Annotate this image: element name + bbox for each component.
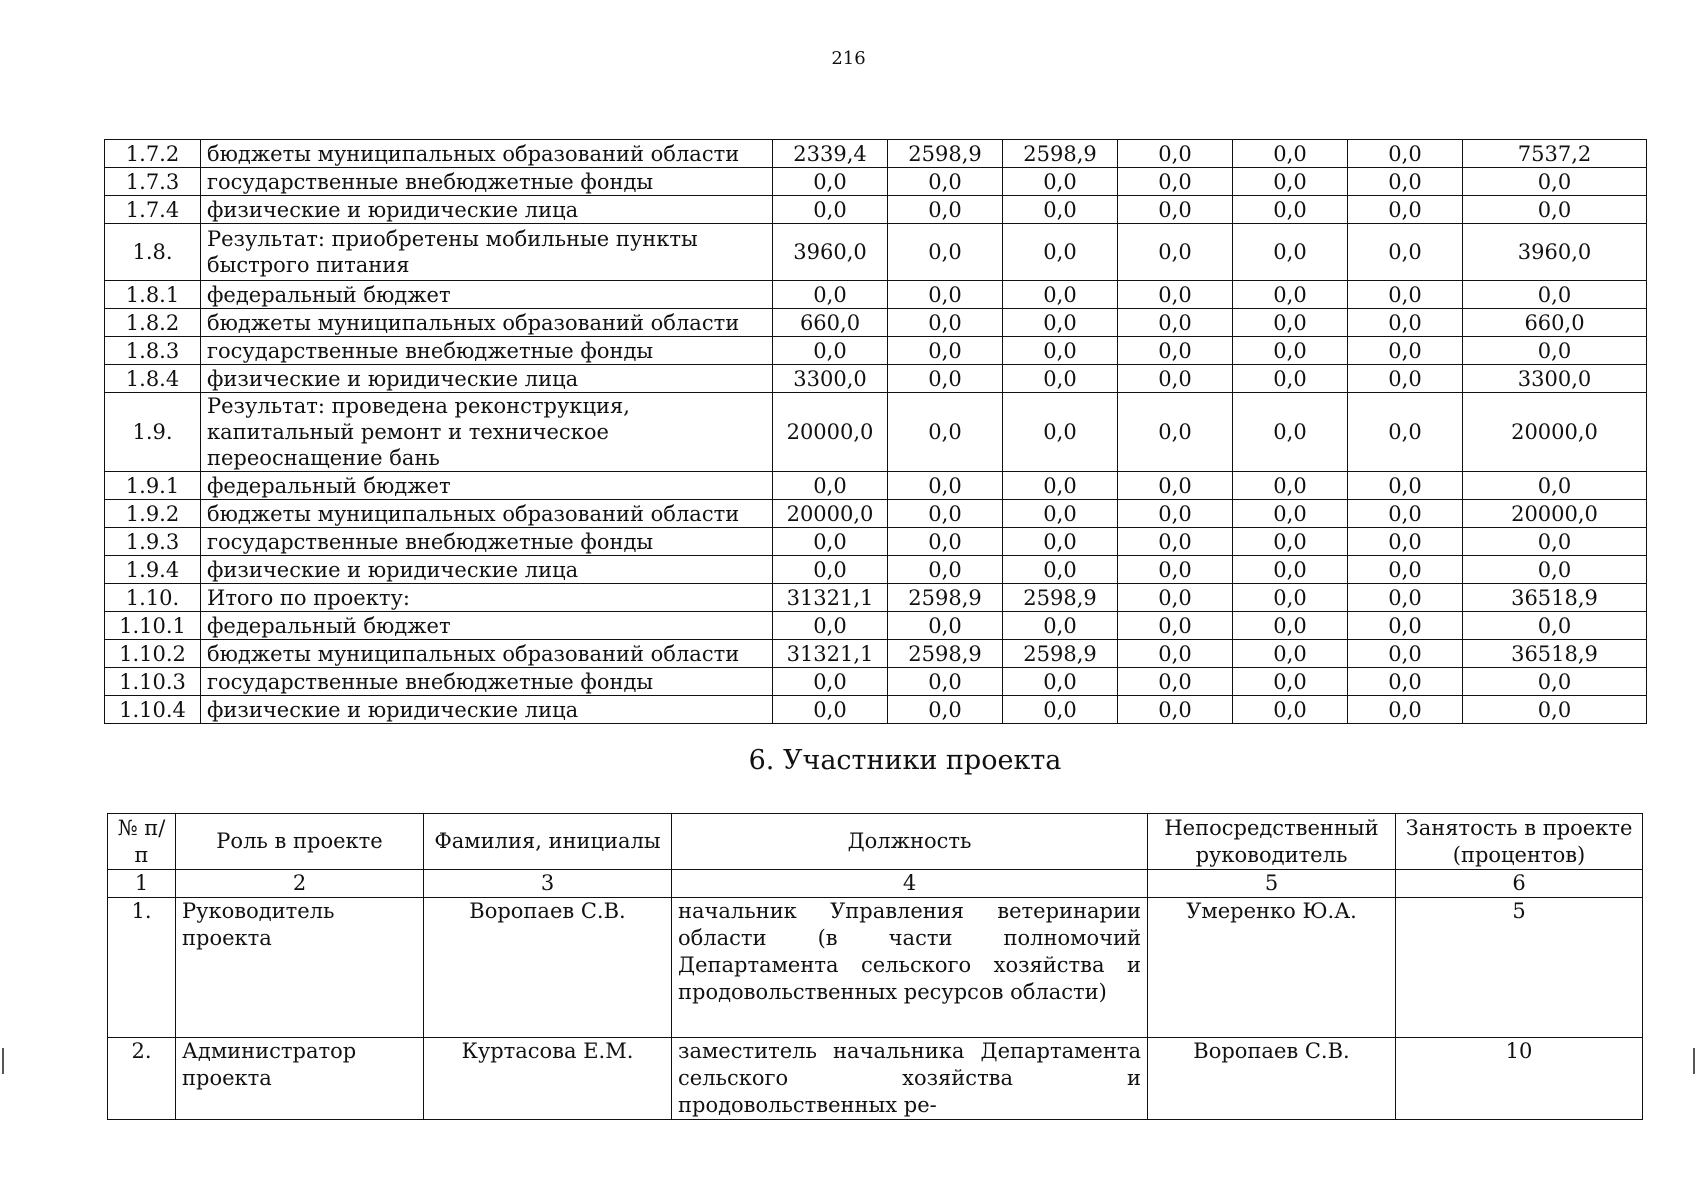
budget-row-total: 3960,0 bbox=[1463, 224, 1647, 281]
budget-row-value: 0,0 bbox=[1003, 612, 1118, 640]
budget-row-value: 0,0 bbox=[1118, 309, 1233, 337]
budget-row-value: 0,0 bbox=[888, 309, 1003, 337]
budget-row bbox=[105, 556, 1647, 584]
budget-row-value: 0,0 bbox=[1003, 309, 1118, 337]
participant-manager: Воропаев С.В. bbox=[1148, 1038, 1396, 1120]
budget-row-value: 0,0 bbox=[1118, 472, 1233, 500]
budget-row-code: 1.10.4 bbox=[105, 696, 201, 724]
budget-row-value: 0,0 bbox=[1233, 168, 1348, 196]
budget-row-value: 20000,0 bbox=[773, 500, 888, 528]
participants-table bbox=[107, 813, 1643, 1120]
budget-row-value: 0,0 bbox=[1348, 140, 1463, 168]
budget-table bbox=[104, 139, 1647, 724]
budget-row-value: 0,0 bbox=[1003, 281, 1118, 309]
budget-row-value: 0,0 bbox=[1118, 281, 1233, 309]
budget-row bbox=[105, 528, 1647, 556]
budget-row-code: 1.10.1 bbox=[105, 612, 201, 640]
budget-row-code: 1.7.2 bbox=[105, 140, 201, 168]
participant-role: Руководитель проекта bbox=[176, 898, 424, 1038]
budget-row-code: 1.8.3 bbox=[105, 337, 201, 365]
budget-row-name: бюджеты муниципальных образований области bbox=[201, 140, 773, 168]
budget-row-value: 0,0 bbox=[1233, 584, 1348, 612]
page-number: 216 bbox=[831, 48, 866, 69]
participant-name: Куртасова Е.М. bbox=[424, 1038, 672, 1120]
budget-row-code: 1.9.3 bbox=[105, 528, 201, 556]
budget-row-value: 0,0 bbox=[1348, 196, 1463, 224]
budget-row-code: 1.8. bbox=[105, 224, 201, 281]
budget-row-value: 0,0 bbox=[1233, 196, 1348, 224]
budget-row-total: 36518,9 bbox=[1463, 584, 1647, 612]
budget-row bbox=[105, 640, 1647, 668]
budget-row-value: 0,0 bbox=[773, 528, 888, 556]
participant-row bbox=[108, 1038, 1643, 1120]
budget-row-value: 0,0 bbox=[1233, 500, 1348, 528]
budget-row-name: государственные внебюджетные фонды bbox=[201, 528, 773, 556]
budget-row-total: 0,0 bbox=[1463, 528, 1647, 556]
budget-row-value: 0,0 bbox=[773, 196, 888, 224]
budget-row-name: физические и юридические лица bbox=[201, 365, 773, 393]
budget-row-value: 0,0 bbox=[888, 365, 1003, 393]
budget-row bbox=[105, 140, 1647, 168]
budget-row-total: 0,0 bbox=[1463, 196, 1647, 224]
budget-row-value: 0,0 bbox=[1348, 584, 1463, 612]
participant-num: 2. bbox=[108, 1038, 176, 1120]
participant-row bbox=[108, 898, 1643, 1038]
budget-row-total: 0,0 bbox=[1463, 556, 1647, 584]
budget-row-value: 0,0 bbox=[1118, 528, 1233, 556]
budget-row-value: 0,0 bbox=[1348, 281, 1463, 309]
participant-num: 1. bbox=[108, 898, 176, 1038]
budget-row-value: 0,0 bbox=[888, 224, 1003, 281]
budget-row-code: 1.9.4 bbox=[105, 556, 201, 584]
budget-row-name: Итого по проекту: bbox=[201, 584, 773, 612]
budget-row-value: 0,0 bbox=[1348, 365, 1463, 393]
budget-row-value: 0,0 bbox=[1348, 337, 1463, 365]
participant-name: Воропаев С.В. bbox=[424, 898, 672, 1038]
budget-row-name: Результат: приобретены мобильные пункты быстрого питания bbox=[201, 224, 773, 281]
budget-row-value: 0,0 bbox=[888, 196, 1003, 224]
scan-edge-mark-right bbox=[1693, 1048, 1695, 1074]
budget-table-body bbox=[105, 140, 1647, 724]
budget-row-value: 20000,0 bbox=[773, 393, 888, 472]
budget-row bbox=[105, 337, 1647, 365]
budget-row-value: 0,0 bbox=[773, 696, 888, 724]
budget-row-value: 0,0 bbox=[1003, 337, 1118, 365]
participant-employment: 5 bbox=[1396, 898, 1643, 1038]
column-number: 2 bbox=[176, 870, 424, 898]
budget-row-value: 0,0 bbox=[1118, 640, 1233, 668]
budget-row-code: 1.8.1 bbox=[105, 281, 201, 309]
budget-row-value: 0,0 bbox=[1118, 696, 1233, 724]
budget-row-value: 0,0 bbox=[1348, 612, 1463, 640]
column-number: 6 bbox=[1396, 870, 1643, 898]
budget-row-value: 0,0 bbox=[888, 612, 1003, 640]
budget-row-value: 31321,1 bbox=[773, 640, 888, 668]
budget-row-total: 0,0 bbox=[1463, 696, 1647, 724]
budget-row-value: 0,0 bbox=[1348, 696, 1463, 724]
participant-manager: Умеренко Ю.А. bbox=[1148, 898, 1396, 1038]
budget-row bbox=[105, 168, 1647, 196]
budget-row-value: 0,0 bbox=[1348, 528, 1463, 556]
budget-row-value: 0,0 bbox=[1003, 168, 1118, 196]
budget-row-value: 0,0 bbox=[888, 337, 1003, 365]
budget-row-value: 0,0 bbox=[1003, 393, 1118, 472]
budget-row-total: 0,0 bbox=[1463, 612, 1647, 640]
budget-row-value: 0,0 bbox=[1118, 500, 1233, 528]
budget-row-value: 0,0 bbox=[1118, 393, 1233, 472]
budget-row-value: 0,0 bbox=[1118, 168, 1233, 196]
budget-row-value: 0,0 bbox=[1348, 224, 1463, 281]
header-role: Роль в проекте bbox=[176, 814, 424, 870]
budget-row bbox=[105, 309, 1647, 337]
budget-row bbox=[105, 196, 1647, 224]
budget-row-name: физические и юридические лица bbox=[201, 196, 773, 224]
budget-row-value: 0,0 bbox=[1233, 696, 1348, 724]
budget-row-code: 1.9.2 bbox=[105, 500, 201, 528]
budget-row-value: 0,0 bbox=[773, 168, 888, 196]
participants-header-row bbox=[108, 814, 1643, 870]
budget-row-name: физические и юридические лица bbox=[201, 696, 773, 724]
budget-row-value: 0,0 bbox=[1233, 640, 1348, 668]
budget-row-value: 0,0 bbox=[1118, 196, 1233, 224]
budget-row-value: 2598,9 bbox=[888, 140, 1003, 168]
budget-row-value: 0,0 bbox=[1348, 668, 1463, 696]
budget-row-code: 1.7.4 bbox=[105, 196, 201, 224]
budget-row-value: 0,0 bbox=[1118, 337, 1233, 365]
budget-row-total: 3300,0 bbox=[1463, 365, 1647, 393]
budget-row-value: 0,0 bbox=[1233, 309, 1348, 337]
budget-row bbox=[105, 393, 1647, 472]
budget-row-name: государственные внебюджетные фонды bbox=[201, 668, 773, 696]
budget-row-value: 31321,1 bbox=[773, 584, 888, 612]
budget-row-code: 1.8.2 bbox=[105, 309, 201, 337]
budget-row-value: 0,0 bbox=[1003, 365, 1118, 393]
header-employment: Занятость в проекте (процентов) bbox=[1396, 814, 1643, 870]
budget-row-value: 0,0 bbox=[1233, 556, 1348, 584]
budget-row-value: 0,0 bbox=[1118, 224, 1233, 281]
budget-row-value: 0,0 bbox=[1233, 281, 1348, 309]
budget-row-name: федеральный бюджет bbox=[201, 472, 773, 500]
budget-row-value: 0,0 bbox=[1003, 224, 1118, 281]
budget-row-value: 2598,9 bbox=[1003, 584, 1118, 612]
budget-row-value: 0,0 bbox=[1003, 500, 1118, 528]
budget-row-value: 0,0 bbox=[1348, 309, 1463, 337]
budget-row-total: 20000,0 bbox=[1463, 393, 1647, 472]
budget-row-total: 0,0 bbox=[1463, 337, 1647, 365]
budget-row-value: 0,0 bbox=[1233, 365, 1348, 393]
budget-row-name: федеральный бюджет bbox=[201, 612, 773, 640]
budget-row-value: 0,0 bbox=[1348, 393, 1463, 472]
budget-row-value: 0,0 bbox=[888, 500, 1003, 528]
budget-row-code: 1.8.4 bbox=[105, 365, 201, 393]
budget-row-value: 0,0 bbox=[1003, 556, 1118, 584]
budget-row-value: 0,0 bbox=[1118, 584, 1233, 612]
budget-row-value: 2339,4 bbox=[773, 140, 888, 168]
budget-row-value: 0,0 bbox=[888, 668, 1003, 696]
header-manager: Непосредственный руководитель bbox=[1148, 814, 1396, 870]
header-name: Фамилия, инициалы bbox=[424, 814, 672, 870]
budget-row-value: 2598,9 bbox=[1003, 140, 1118, 168]
budget-row-name: государственные внебюджетные фонды bbox=[201, 168, 773, 196]
budget-row bbox=[105, 365, 1647, 393]
budget-row-value: 0,0 bbox=[1233, 528, 1348, 556]
budget-row-value: 0,0 bbox=[773, 612, 888, 640]
column-number: 3 bbox=[424, 870, 672, 898]
budget-row-value: 0,0 bbox=[1233, 224, 1348, 281]
participant-employment: 10 bbox=[1396, 1038, 1643, 1120]
budget-row-value: 0,0 bbox=[1233, 612, 1348, 640]
budget-row-name: Результат: проведена реконструкция, капитальный ремонт и техническое переоснащение бань bbox=[201, 393, 773, 472]
budget-row-value: 0,0 bbox=[1348, 168, 1463, 196]
budget-row-code: 1.9.1 bbox=[105, 472, 201, 500]
budget-row-value: 0,0 bbox=[1348, 472, 1463, 500]
participants-column-numbers-row bbox=[108, 870, 1643, 898]
budget-row-name: федеральный бюджет bbox=[201, 281, 773, 309]
section-title: 6. Участники проекта bbox=[748, 745, 1062, 776]
budget-row bbox=[105, 696, 1647, 724]
budget-row-value: 0,0 bbox=[1233, 337, 1348, 365]
budget-row-value: 0,0 bbox=[888, 281, 1003, 309]
budget-row-value: 3960,0 bbox=[773, 224, 888, 281]
budget-row-name: бюджеты муниципальных образований области bbox=[201, 500, 773, 528]
budget-row-value: 0,0 bbox=[1348, 640, 1463, 668]
budget-row-value: 0,0 bbox=[888, 556, 1003, 584]
budget-row-total: 20000,0 bbox=[1463, 500, 1647, 528]
budget-row-value: 0,0 bbox=[1118, 556, 1233, 584]
budget-row-code: 1.9. bbox=[105, 393, 201, 472]
budget-row bbox=[105, 500, 1647, 528]
budget-row-total: 7537,2 bbox=[1463, 140, 1647, 168]
budget-row-name: государственные внебюджетные фонды bbox=[201, 337, 773, 365]
budget-row bbox=[105, 224, 1647, 281]
budget-row-value: 2598,9 bbox=[888, 584, 1003, 612]
budget-row-name: физические и юридические лица bbox=[201, 556, 773, 584]
budget-row-value: 0,0 bbox=[1233, 393, 1348, 472]
budget-row bbox=[105, 668, 1647, 696]
budget-row-value: 0,0 bbox=[773, 337, 888, 365]
budget-row-value: 0,0 bbox=[1118, 140, 1233, 168]
budget-row bbox=[105, 472, 1647, 500]
budget-row-value: 3300,0 bbox=[773, 365, 888, 393]
budget-row-value: 0,0 bbox=[1348, 500, 1463, 528]
budget-row-value: 0,0 bbox=[888, 696, 1003, 724]
budget-row-value: 0,0 bbox=[1003, 472, 1118, 500]
budget-row-total: 0,0 bbox=[1463, 281, 1647, 309]
budget-row-value: 0,0 bbox=[773, 281, 888, 309]
budget-row-total: 0,0 bbox=[1463, 168, 1647, 196]
budget-row-value: 0,0 bbox=[1003, 528, 1118, 556]
budget-row-value: 0,0 bbox=[1003, 668, 1118, 696]
budget-row bbox=[105, 584, 1647, 612]
column-number: 1 bbox=[108, 870, 176, 898]
budget-row-code: 1.7.3 bbox=[105, 168, 201, 196]
header-num: № п/п bbox=[108, 814, 176, 870]
column-number: 4 bbox=[672, 870, 1148, 898]
budget-row-total: 0,0 bbox=[1463, 472, 1647, 500]
budget-row-value: 0,0 bbox=[888, 168, 1003, 196]
budget-row-value: 0,0 bbox=[773, 668, 888, 696]
participant-role: Администратор проекта bbox=[176, 1038, 424, 1120]
budget-row-value: 0,0 bbox=[1118, 612, 1233, 640]
participant-position: заместитель начальника Департамента сельского хозяйства и продовольственных ре- bbox=[672, 1038, 1148, 1120]
budget-row-code: 1.10.2 bbox=[105, 640, 201, 668]
budget-row-name: бюджеты муниципальных образований области bbox=[201, 309, 773, 337]
budget-row-value: 2598,9 bbox=[1003, 640, 1118, 668]
budget-row bbox=[105, 281, 1647, 309]
budget-row-value: 0,0 bbox=[888, 528, 1003, 556]
budget-row-value: 0,0 bbox=[773, 556, 888, 584]
budget-row-value: 0,0 bbox=[1003, 196, 1118, 224]
budget-row-value: 660,0 bbox=[773, 309, 888, 337]
budget-row bbox=[105, 612, 1647, 640]
header-position: Должность bbox=[672, 814, 1148, 870]
participant-position: начальник Управления ветеринарии области (в части полномочий Департамента сельского хозяйства и продовольственных ресурсов области) bbox=[672, 898, 1148, 1038]
budget-row-value: 0,0 bbox=[1118, 365, 1233, 393]
budget-row-value: 0,0 bbox=[773, 472, 888, 500]
budget-row-value: 2598,9 bbox=[888, 640, 1003, 668]
budget-row-value: 0,0 bbox=[1118, 668, 1233, 696]
budget-row-value: 0,0 bbox=[1233, 140, 1348, 168]
column-number: 5 bbox=[1148, 870, 1396, 898]
budget-row-value: 0,0 bbox=[1003, 696, 1118, 724]
budget-row-name: бюджеты муниципальных образований области bbox=[201, 640, 773, 668]
budget-row-value: 0,0 bbox=[1348, 556, 1463, 584]
budget-row-value: 0,0 bbox=[888, 472, 1003, 500]
scan-edge-mark-left bbox=[2, 1048, 4, 1074]
budget-row-code: 1.10.3 bbox=[105, 668, 201, 696]
budget-row-total: 660,0 bbox=[1463, 309, 1647, 337]
budget-row-code: 1.10. bbox=[105, 584, 201, 612]
budget-row-value: 0,0 bbox=[1233, 668, 1348, 696]
budget-row-total: 36518,9 bbox=[1463, 640, 1647, 668]
budget-row-value: 0,0 bbox=[888, 393, 1003, 472]
budget-row-value: 0,0 bbox=[1233, 472, 1348, 500]
budget-row-total: 0,0 bbox=[1463, 668, 1647, 696]
